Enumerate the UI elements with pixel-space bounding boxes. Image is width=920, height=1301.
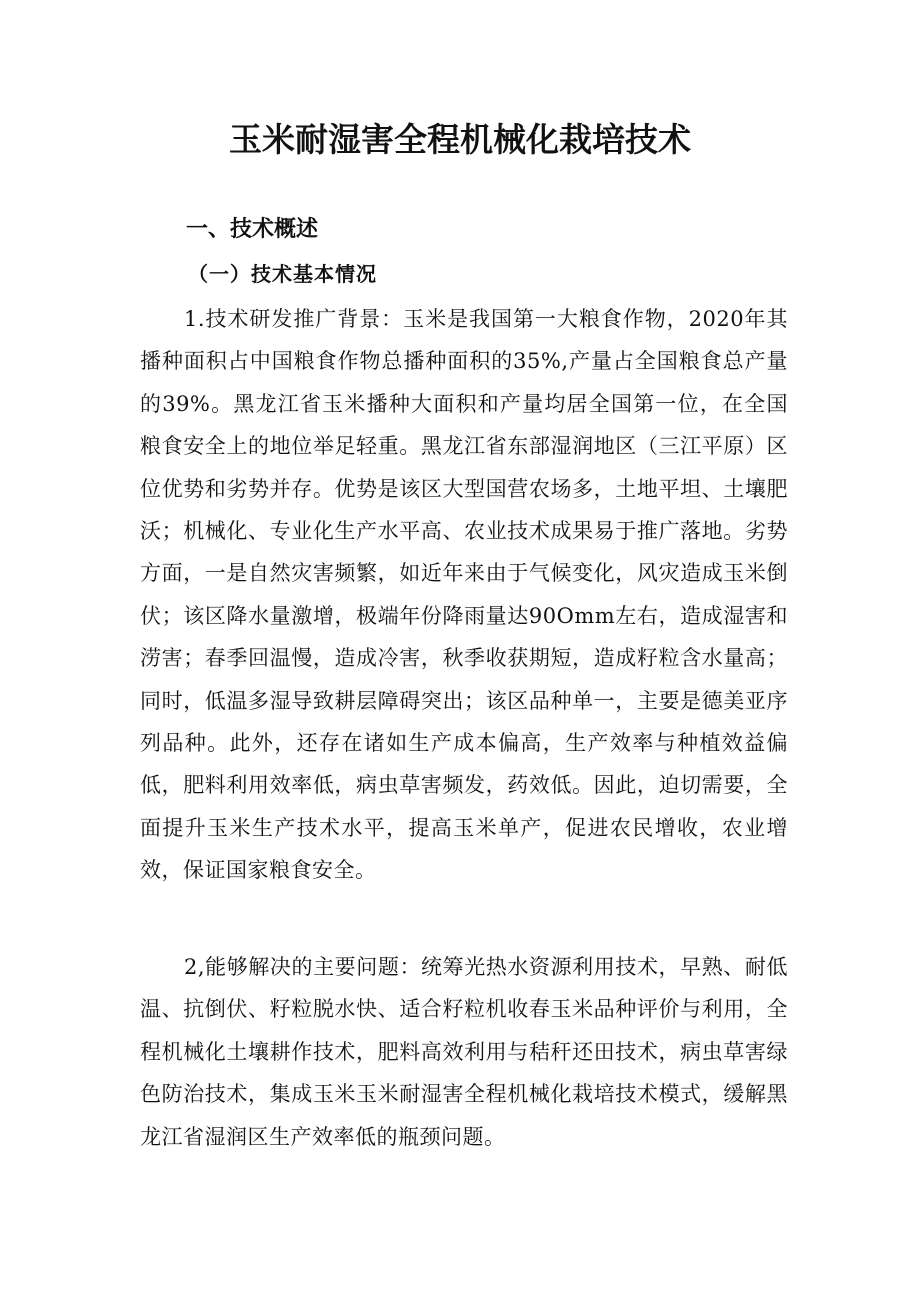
subsection-heading: （一）技术基本情况: [188, 262, 377, 286]
paragraph-background: 1.技术研发推广背景：玉米是我国第一大粮食作物，2020年其播种面积占中国粮食作物总播种面积的35%,产量占全国粮食总产量的39%。黑龙江省玉米播种大面积和产量均居全国第一位，在全国粮食安全上的地位举足轻重。黑龙江省东部湿润地区（三江平原）区位优势和劣势并存。优势是该区大型国营农场多，土地平坦、土壤肥沃；机械化、专业化生产水平高、农业技术成果易于推广落地。劣势方面，一是自然灾害频繁，如近年来由于气候变化，风灾造成玉米倒伏；该区降水量激增，极端年份降雨量达90Omm左右，造成湿害和涝害；春季回温慢，造成冷害，秋季收获期短，造成籽粒含水量高；同时，低温多湿导致耕层障碍突出；该区品种单一，主要是德美亚序列品种。此外，还存在诸如生产成本偏高，生产效率与种植效益偏低，肥料利用效率低，病虫草害频发，药效低。因此，迫切需要，全面提升玉米生产技术水平，提高玉米单产，促进农民增收，农业增效，保证国家粮食安全。: [140, 307, 788, 883]
document-title: 玉米耐湿害全程机械化栽培技术: [229, 120, 691, 159]
section-heading: 一、技术概述: [186, 217, 319, 242]
paragraph-problems: 2,能够解决的主要问题：统筹光热水资源利用技术，早熟、耐低温、抗倒伏、籽粒脱水快、适合籽粒机收春玉米品种评价与利用，全程机械化土壤耕作技术，肥料高效利用与秸秆还田技术，病虫草害绿色防治技术，集成玉米玉米耐湿害全程机械化栽培技术模式，缓解黑龙江省湿润区生产效率低的瓶颈问题。: [140, 955, 788, 1149]
